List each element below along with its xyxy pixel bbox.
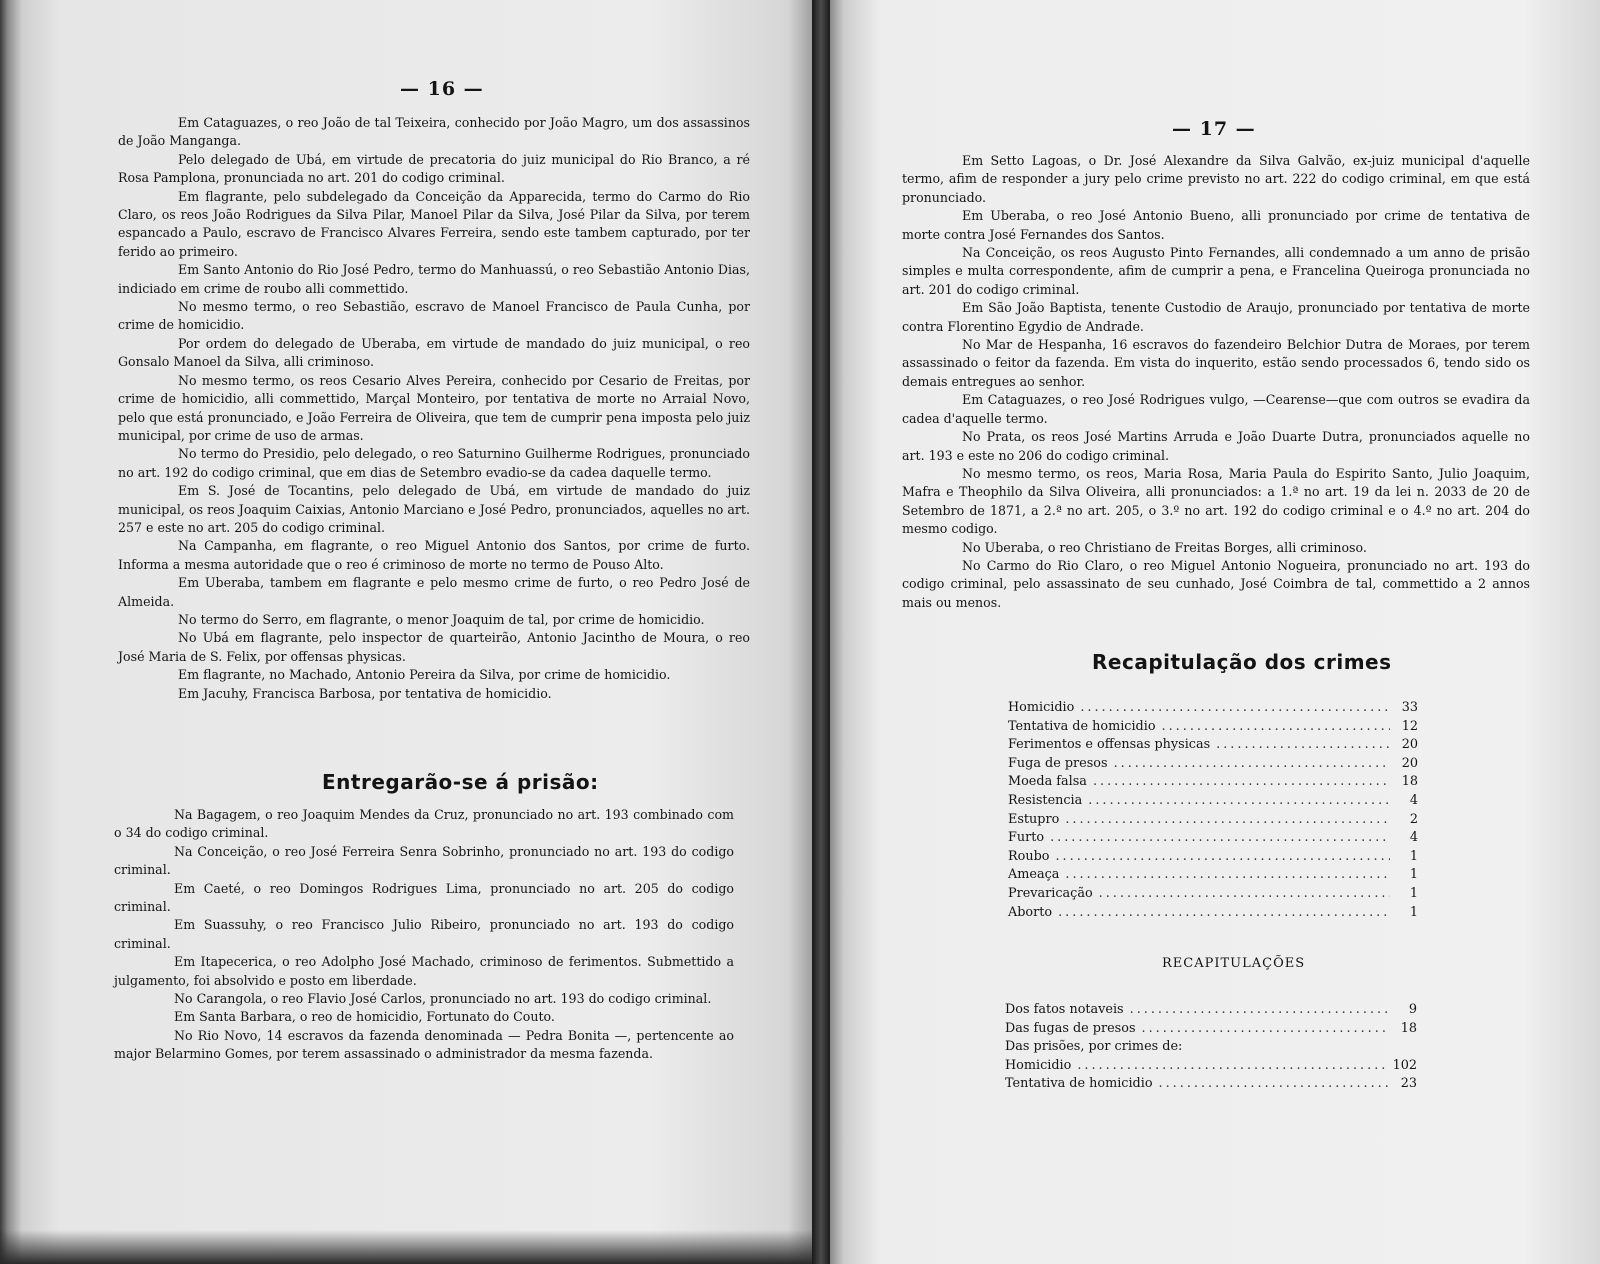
dot-leader bbox=[1093, 774, 1390, 789]
row-value: 23 bbox=[1400, 1076, 1417, 1092]
dot-leader bbox=[1080, 700, 1390, 715]
table-row bbox=[1008, 886, 1418, 905]
paragraph: Em flagrante, pelo subdelegado da Conceição da Apparecida, termo do Carmo do Rio Claro, os reos João Rodrigues da Silva Pilar, Manoel Pilar da Silva, José Pilar da Silva, por terem espancado a Paulo, escravo de Francisco Alvares Ferreira, sendo este tambem capturado, por ter ferido ao primeiro. bbox=[118, 188, 750, 259]
paragraph: No mesmo termo, o reo Sebastião, escravo de Manoel Francisco de Paula Cunha, por crime de homicidio. bbox=[118, 299, 750, 333]
dot-leader bbox=[1159, 1076, 1389, 1091]
row-value: 4 bbox=[1409, 830, 1418, 846]
paragraph: No Mar de Hespanha, 16 escravos do fazendeiro Belchior Dutra de Moraes, por terem assassinado o feitor da fazenda. Em vista do inquerito, estão sendo processados 6, tendo sido os demais entregues ao senhor. bbox=[902, 337, 1530, 389]
row-value: 1 bbox=[1409, 885, 1418, 901]
row-value: 12 bbox=[1401, 718, 1418, 734]
row-value: 1 bbox=[1409, 904, 1418, 920]
row-value: 20 bbox=[1401, 737, 1418, 753]
book-gutter bbox=[812, 0, 830, 1264]
row-value: 1 bbox=[1409, 848, 1418, 864]
left-section-text-block bbox=[114, 806, 734, 1064]
dot-leader bbox=[1142, 1021, 1389, 1036]
paragraph: Em S. José de Tocantins, pelo delegado de Ubá, em virtude de mandado do juiz municipal, os reos Joaquim Caixias, Antonio Marciano e José Pedro, pronunciados, aquelles no art. 257 e este no art. 205 do codigo criminal. bbox=[118, 483, 750, 535]
row-label: Tentativa de homicidio bbox=[1005, 1076, 1153, 1092]
row-label: Moeda falsa bbox=[1008, 774, 1087, 790]
paragraph: No mesmo termo, os reos, Maria Rosa, Maria Paula do Espirito Santo, Julio Joaquim, Mafra e Theophilo da Silva Oliveira, alli pronunciados: a 1.ª no art. 19 da lei n. 2033 de 20 de Setembro de 1871, a 2.ª no art. 205, o 3.º no art. 192 do codigo criminal e o 4.º no art. 204 do mesmo codigo. bbox=[902, 465, 1530, 537]
dot-leader bbox=[1216, 737, 1390, 752]
paragraph: Em Jacuhy, Francisca Barbosa, por tentativa de homicidio. bbox=[178, 685, 552, 701]
row-value: 2 bbox=[1409, 811, 1418, 827]
paragraph: Em Cataguazes, o reo José Rodrigues vulgo, —Cearense—que com outros se evadira da cadea d'aquelle termo. bbox=[902, 392, 1530, 426]
table-row bbox=[1008, 756, 1418, 775]
section-heading: Recapitulação dos crimes bbox=[1092, 650, 1392, 674]
table-row bbox=[1008, 849, 1418, 868]
row-value: 20 bbox=[1401, 755, 1418, 771]
paragraph: No Uberaba, o reo Christiano de Freitas Borges, alli criminoso. bbox=[962, 539, 1367, 555]
table-row bbox=[1008, 793, 1418, 812]
section-heading: Entregarão-se á prisão: bbox=[322, 770, 599, 794]
paragraph: Em São João Baptista, tenente Custodio de Araujo, pronunciado por tentativa de morte contra Florentino Egydio de Andrade. bbox=[902, 300, 1530, 334]
row-value: 18 bbox=[1400, 1020, 1417, 1036]
paragraph: Em Suassuhy, o reo Francisco Julio Ribeiro, pronunciado no art. 193 do codigo criminal. bbox=[114, 917, 734, 951]
table-row bbox=[1008, 700, 1418, 719]
table-row bbox=[1008, 905, 1418, 924]
row-label: Roubo bbox=[1008, 848, 1050, 864]
dot-leader bbox=[1099, 886, 1390, 901]
right-text-block bbox=[902, 152, 1530, 612]
page-edge-shadow bbox=[0, 1230, 812, 1264]
paragraph: No termo do Serro, em flagrante, o menor Joaquim de tal, por crime de homicidio. bbox=[178, 611, 705, 627]
paragraph: No Ubá em flagrante, pelo inspector de quarteirão, Antonio Jacintho de Moura, o reo José Maria de S. Felix, por offensas physicas. bbox=[118, 630, 750, 664]
row-label: Resistencia bbox=[1008, 792, 1083, 808]
row-label: Furto bbox=[1008, 830, 1045, 846]
paragraph: Em Uberaba, tambem em flagrante e pelo mesmo crime de furto, o reo Pedro José de Almeida. bbox=[118, 575, 750, 609]
paragraph: No termo do Presidio, pelo delegado, o reo Saturnino Guilherme Rodrigues, pronunciado no art. 192 do codigo criminal, que em dias de Setembro evadio-se da cadea daquelle termo. bbox=[118, 446, 750, 480]
left-text-block bbox=[118, 114, 750, 703]
paragraph: Em Uberaba, o reo José Antonio Bueno, alli pronunciado por crime de tentativa de morte contra José Fernandes dos Santos. bbox=[902, 208, 1530, 242]
row-label: Ferimentos e offensas physicas bbox=[1008, 737, 1211, 753]
table-row bbox=[1005, 1076, 1417, 1095]
row-value: 102 bbox=[1392, 1057, 1417, 1073]
dot-leader bbox=[1065, 812, 1390, 827]
dot-leader bbox=[1130, 1002, 1389, 1017]
row-label: Estupro bbox=[1008, 811, 1060, 827]
row-value: 1 bbox=[1409, 867, 1418, 883]
paragraph: No Rio Novo, 14 escravos da fazenda denominada — Pedra Bonita —, pertencente ao major Belarmino Gomes, por terem assassinado o administrador da mesma fazenda. bbox=[114, 1027, 734, 1062]
paragraph: Em Setto Lagoas, o Dr. José Alexandre da Silva Galvão, ex-juiz municipal d'aquelle termo, afim de responder a jury pelo crime previsto no art. 222 do codigo criminal, em que está pronunciado. bbox=[902, 153, 1530, 205]
dot-leader bbox=[1055, 849, 1390, 864]
row-label: Fuga de presos bbox=[1008, 755, 1108, 771]
paragraph: No Carmo do Rio Claro, o reo Miguel Antonio Nogueira, pronunciado no art. 193 do codigo criminal, pelo assassinato de seu cunhado, José Coimbra de tal, commettido a 2 annos mais ou menos. bbox=[902, 557, 1530, 610]
paragraph: Na Conceição, o reo José Ferreira Senra Sobrinho, pronunciado no art. 193 do codigo criminal. bbox=[114, 843, 734, 878]
row-label: Prevaricação bbox=[1008, 885, 1093, 901]
dot-leader bbox=[1114, 756, 1390, 771]
dot-leader bbox=[1050, 830, 1390, 845]
dot-leader bbox=[1065, 867, 1390, 882]
paragraph: Pelo delegado de Ubá, em virtude de precatoria do juiz municipal do Rio Branco, a ré Rosa Pamplona, pronunciada no art. 201 do codigo criminal. bbox=[118, 151, 750, 186]
paragraph: Em Santa Barbara, o reo de homicidio, Fortunato do Couto. bbox=[174, 1009, 555, 1025]
table-row bbox=[1008, 719, 1418, 738]
row-value: 18 bbox=[1401, 774, 1418, 790]
table-row bbox=[1008, 812, 1418, 831]
paragraph: Em Itapecerica, o reo Adolpho José Machado, criminoso de ferimentos. Submettido a julgamento, foi absolvido e posto em liberdade. bbox=[114, 954, 734, 988]
page-number: — 16 — bbox=[400, 78, 484, 100]
paragraph: Na Bagagem, o reo Joaquim Mendes da Cruz, pronunciado no art. 193 combinado com o 34 do codigo criminal. bbox=[114, 807, 734, 841]
row-label: Das fugas de presos bbox=[1005, 1020, 1136, 1036]
row-value: 4 bbox=[1409, 792, 1418, 808]
recap-table bbox=[1005, 1002, 1417, 1095]
row-label: Ameaça bbox=[1008, 867, 1060, 883]
row-label: Homicidio bbox=[1005, 1057, 1072, 1073]
dot-leader bbox=[1088, 793, 1390, 808]
dot-leader bbox=[1058, 905, 1390, 920]
row-value: 9 bbox=[1408, 1002, 1417, 1017]
paragraph: Em Caeté, o reo Domingos Rodrigues Lima, pronunciado no art. 205 do codigo criminal. bbox=[114, 880, 734, 915]
paragraph: Em flagrante, no Machado, Antonio Pereira da Silva, por crime de homicidio. bbox=[178, 667, 671, 683]
row-label: Homicidio bbox=[1008, 700, 1075, 715]
table-row bbox=[1005, 1002, 1417, 1021]
paragraph: Por ordem do delegado de Uberaba, em virtude de mandado do juiz municipal, o reo Gonsalo Manoel da Silva, alli criminoso. bbox=[118, 335, 750, 370]
table-row bbox=[1008, 867, 1418, 886]
row-label: Das prisões, por crimes de: bbox=[1005, 1039, 1183, 1055]
page-number: — 17 — bbox=[1172, 118, 1256, 140]
paragraph: Na Conceição, os reos Augusto Pinto Fernandes, alli condemnado a um anno de prisão simples e multa correspondente, afim de cumprir a pena, e Francelina Queiroga pronunciada no art. 201 do codigo criminal. bbox=[902, 245, 1530, 297]
dot-leader bbox=[1162, 719, 1390, 734]
paragraph: Em Cataguazes, o reo João de tal Teixeira, conhecido por João Magro, um dos assassinos de João Manganga. bbox=[118, 115, 750, 149]
table-row bbox=[1005, 1058, 1417, 1077]
row-value: 33 bbox=[1401, 700, 1418, 715]
paragraph: No Prata, os reos José Martins Arruda e João Duarte Dutra, pronunciados aquelle no art. 193 e este no 206 do codigo criminal. bbox=[902, 429, 1530, 463]
recap-subheading: RECAPITULAÇÕES bbox=[1162, 956, 1306, 971]
dot-leader bbox=[1077, 1058, 1386, 1073]
table-row bbox=[1005, 1039, 1417, 1058]
row-label: Tentativa de homicidio bbox=[1008, 718, 1156, 734]
row-label: Dos fatos notaveis bbox=[1005, 1002, 1124, 1017]
table-row bbox=[1008, 737, 1418, 756]
table-row bbox=[1008, 774, 1418, 793]
paragraph: No mesmo termo, os reos Cesario Alves Pereira, conhecido por Cesario de Freitas, por crime de homicidio, alli commettido, Marçal Monteiro, por tentativa de morte no Arraial Novo, pelo que está pronunciado, e João Ferreira de Oliveira, que tem de cumprir pena imposta pelo juiz municipal, por crime de uso de armas. bbox=[118, 372, 750, 443]
table-row bbox=[1005, 1021, 1417, 1040]
paragraph: Na Campanha, em flagrante, o reo Miguel Antonio dos Santos, por crime de furto. Informa a mesma autoridade que o reo é criminoso de morte no termo de Pouso Alto. bbox=[118, 538, 750, 572]
paragraph: Em Santo Antonio do Rio José Pedro, termo do Manhuassú, o reo Sebastião Antonio Dias, indiciado em crime de roubo alli commettido. bbox=[118, 262, 750, 296]
row-label: Aborto bbox=[1008, 904, 1053, 920]
paragraph: No Carangola, o reo Flavio José Carlos, pronunciado no art. 193 do codigo criminal. bbox=[174, 991, 712, 1007]
table-row bbox=[1008, 830, 1418, 849]
crimes-summary-table bbox=[1008, 700, 1418, 923]
